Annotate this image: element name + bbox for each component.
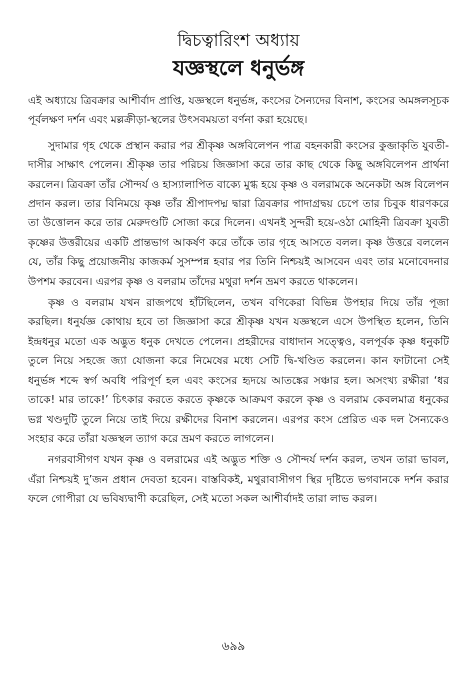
- body-paragraph: নগরবাসীগণ যখন কৃষ্ণ ও বলরামের এই অদ্ভুত শক্তি ও সৌন্দর্য দর্শন করল, তখন তারা ভাবল, এঁরা নিশ্চয়ই দু’জন প্রধান দেবতা হবেন। বাস্তবিকই, মথুরাবাসীগণ স্থির দৃষ্টিতে ভগবানকে দর্শন করার ফলে গোপীরা যে ভবিষ্যদ্বাণী করেছিল, সেই মতো সকল আশীর্বাদই তারা লাভ করল।: [28, 454, 449, 506]
- chapter-summary: এই অধ্যায়ে ত্রিবক্রার আশীর্বাদ প্রাপ্তি, যজ্ঞস্থলে ধনুর্ভঙ্গ, কংসের সৈন্যদের বিনাশ, কংসের অমঙ্গলসূচক পূর্বলক্ষণ দর্শন এবং মল্লক্রীড়া-স্থলের উৎসবময়তা বর্ণনা করা হয়েছে।: [28, 95, 449, 127]
- chapter-title: যজ্ঞস্থলে ধনুর্ভঙ্গ: [172, 56, 305, 80]
- chapter-heading: দ্বিচত্বারিংশ অধ্যায়: [177, 31, 300, 51]
- page-content: [28, 30, 449, 512]
- page-number: ৬৯৯: [221, 639, 246, 653]
- body-paragraph: কৃষ্ণ ও বলরাম যখন রাজপথে হাঁটছিলেন, তখন বণিকেরা বিভিন্ন উপহার দিয়ে তাঁর পূজা করছিল। ধনুর্যজ্ঞ কোথায় হবে তা জিজ্ঞাসা করে শ্রীকৃষ্ণ যখন যজ্ঞস্থলে এসে উপস্থিত হলেন, তিনি ইন্দ্রধনুর মতো এক অদ্ভুত ধনুক দেখতে পেলেন। প্রহরীদের বাধাদান সত্ত্বেও, বলপূর্বক কৃষ্ণ ধনুকটি তুলে নিয়ে সহজে জ্যা যোজনা করে নিমেষের মধ্যে সেটি দ্বি-খণ্ডিত করলেন। কান ফাটানো সেই ধনুর্ভঙ্গ শব্দে স্বর্গ অবধি পরিপূর্ণ হল এবং কংসের হৃদয়ে আতঙ্কের সঞ্চার হল। অসংখ্য রক্ষীরা ‘ধর তাকে! মার তাকে!’ চিৎকার করতে করতে কৃষ্ণকে আক্রমণ করলে কৃষ্ণ ও বলরাম কেবলমাত্র ধনুকের ভগ্ন খণ্ডদুটি তুলে নিয়ে তাই দিয়ে রক্ষীদের বিনাশ করলেন। এরপর কংস প্রেরিত এক দল সৈন্যকেও সংহার করে তাঁরা যজ্ঞস্থল ত্যাগ করে ভ্রমণ করতে লাগলেন।: [28, 297, 449, 445]
- body-paragraph: সুদামার গৃহ থেকে প্রস্থান করার পর শ্রীকৃষ্ণ অঙ্গবিলেপন পাত্র বহনকারী কংসের কুব্জাকৃতি যুবতী-দাসীর সাক্ষাৎ পেলেন। শ্রীকৃষ্ণ তার পরিচয় জিজ্ঞাসা করে তার কাছ থেকে কিছু অঙ্গবিলেপন প্রার্থনা করলেন। ত্রিবক্রা তাঁর সৌন্দর্য ও হাস্যালাপিত বাক্যে মুগ্ধ হয়ে কৃষ্ণ ও বলরামকে অনেকটা অঙ্গ বিলেপন প্রদান করল। তার বিনিময়ে কৃষ্ণ তাঁর শ্রীপাদপদ্ম দ্বারা ত্রিবক্রার পাদাগ্রদ্বয় চেপে তার চিবুক ধারণকরে তা উত্তোলন করে তার মেরুদণ্ডটি সোজা করে দিলেন। এখনই সুন্দরী হয়ে-ওঠা মোহিনী ত্রিবক্রা যুবতী কৃষ্ণের উত্তরীয়ের একটি প্রান্তভাগ আকর্ষণ করে তাঁকে তার গৃহে আসতে বলল। কৃষ্ণ উত্তরে বললেন যে, তাঁর কিছু প্রয়োজনীয় কাজকর্ম সুসম্পন্ন হবার পর তিনি নিশ্চয়ই আসবেন এবং তার মনোবেদনার উপশম করবেন। এরপর কৃষ্ণ ও বলরাম তাঁদের মথুরা দর্শন ভ্রমণ করতে থাকলেন।: [28, 139, 449, 288]
